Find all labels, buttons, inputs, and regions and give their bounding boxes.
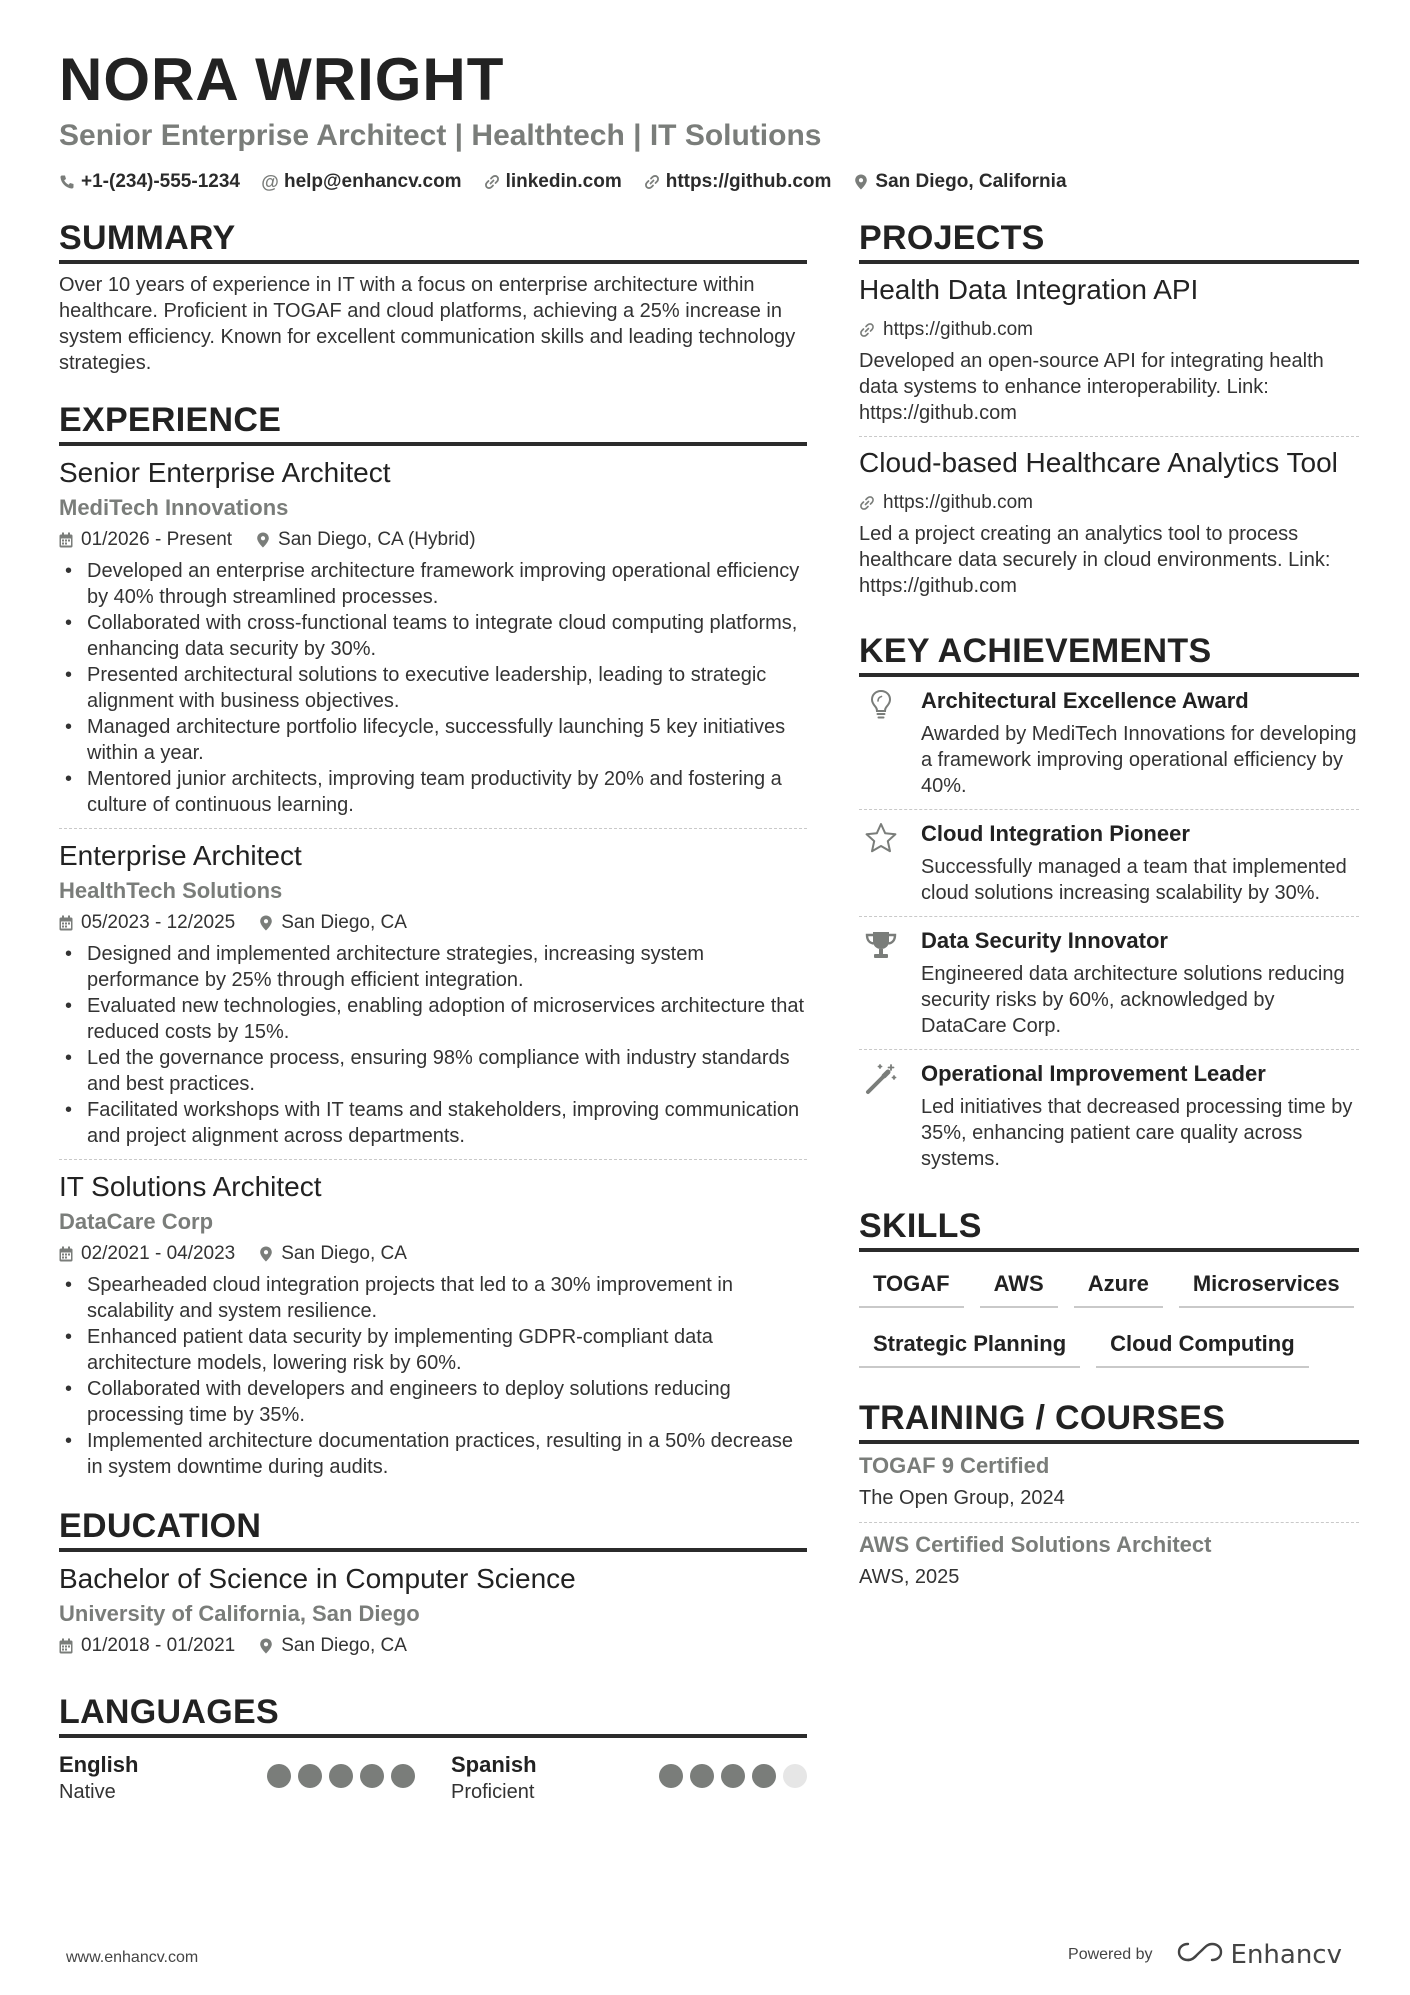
footer-brand bbox=[1068, 1940, 1342, 1970]
skills-list bbox=[859, 1266, 1359, 1368]
divider bbox=[59, 828, 807, 829]
left-column bbox=[59, 218, 807, 1830]
resume-page bbox=[59, 0, 1359, 1995]
job-dates-text: 05/2023 - 12/2025 bbox=[81, 912, 236, 933]
job-location-text: San Diego, CA bbox=[281, 912, 407, 933]
contact-linkedin[interactable] bbox=[484, 170, 622, 194]
job-bullet: • Managed architecture portfolio lifecycle, successfully launching 5 key initiatives within a year. bbox=[59, 714, 807, 766]
contact-bar bbox=[59, 170, 1067, 194]
job-bullets bbox=[59, 558, 807, 826]
achievement-description: Engineered data architecture solutions reducing security risks by 60%, acknowledged by DataCare Corp. bbox=[921, 963, 1345, 1037]
training-title: TRAINING / COURSES bbox=[859, 1398, 1359, 1444]
divider bbox=[59, 1159, 807, 1160]
job-location-text: San Diego, CA (Hybrid) bbox=[278, 529, 476, 550]
star-icon bbox=[859, 820, 903, 906]
job-bullets bbox=[59, 1272, 807, 1488]
job-bullet: • Collaborated with cross-functional teams to integrate cloud computing platforms, enhancing data security by 30%. bbox=[59, 610, 807, 662]
job-company: DataCare Corp bbox=[59, 1209, 214, 1234]
rating-dot-filled bbox=[659, 1764, 683, 1788]
rating-dot-filled bbox=[267, 1764, 291, 1788]
rating-dot-empty bbox=[783, 1764, 807, 1788]
location-pin-icon bbox=[259, 915, 273, 931]
contact-email[interactable] bbox=[262, 170, 462, 194]
job-bullet: • Enhanced patient data security by implementing GDPR-compliant data architecture models, lowering risk by 60%. bbox=[59, 1324, 807, 1376]
job-entry bbox=[59, 456, 807, 829]
enhancv-logo[interactable] bbox=[1177, 1940, 1342, 1970]
link-icon bbox=[859, 322, 875, 338]
link-icon bbox=[644, 174, 660, 190]
job-bullet: • Implemented architecture documentation practices, resulting in a 50% decrease in system downtime during audits. bbox=[59, 1428, 807, 1480]
job-bullet: • Presented architectural solutions to executive leadership, leading to strategic alignment with business objectives. bbox=[59, 662, 807, 714]
rating-dot-filled bbox=[391, 1764, 415, 1788]
course-provider: The Open Group, 2024 bbox=[859, 1487, 1065, 1509]
training-section bbox=[859, 1398, 1359, 1599]
contact-github-text: https://github.com bbox=[665, 171, 832, 192]
contact-github[interactable] bbox=[644, 170, 832, 194]
skill-tag: Azure bbox=[1074, 1266, 1163, 1308]
job-role: Enterprise Architect bbox=[59, 840, 302, 871]
course-provider: AWS, 2025 bbox=[859, 1566, 960, 1588]
language-level: Native bbox=[59, 1781, 116, 1803]
education-dates bbox=[59, 1634, 235, 1658]
job-bullet: • Led the governance process, ensuring 98% compliance with industry standards and best practices. bbox=[59, 1045, 807, 1097]
rating-dot-filled bbox=[752, 1764, 776, 1788]
job-company: MediTech Innovations bbox=[59, 495, 289, 520]
language-level: Proficient bbox=[451, 1781, 535, 1803]
job-location bbox=[259, 911, 407, 935]
course-title: TOGAF 9 Certified bbox=[859, 1453, 1050, 1478]
divider bbox=[859, 436, 1359, 437]
projects-title: PROJECTS bbox=[859, 218, 1359, 264]
link-icon bbox=[859, 495, 875, 511]
job-entry bbox=[59, 1170, 807, 1488]
skill-tag: AWS bbox=[980, 1266, 1058, 1308]
language-name: English bbox=[59, 1752, 139, 1777]
language-item bbox=[451, 1752, 807, 1806]
at-icon: @ bbox=[261, 172, 279, 192]
education-degree: Bachelor of Science in Computer Science bbox=[59, 1563, 576, 1594]
project-title: Cloud-based Healthcare Analytics Tool bbox=[859, 447, 1338, 478]
job-location bbox=[256, 528, 475, 552]
contact-email-text: help@enhancv.com bbox=[283, 171, 462, 192]
education-title: EDUCATION bbox=[59, 1506, 807, 1552]
skill-tag: TOGAF bbox=[859, 1266, 964, 1308]
calendar-icon bbox=[59, 532, 73, 548]
location-pin-icon bbox=[853, 174, 869, 190]
projects-section bbox=[859, 218, 1359, 607]
job-bullet: • Evaluated new technologies, enabling adoption of microservices architecture that reduced costs by 15%. bbox=[59, 993, 807, 1045]
languages-list bbox=[59, 1752, 807, 1806]
skills-title: SKILLS bbox=[859, 1206, 1359, 1252]
experience-title: EXPERIENCE bbox=[59, 400, 807, 446]
job-dates-text: 01/2026 - Present bbox=[81, 529, 233, 550]
achievements-title: KEY ACHIEVEMENTS bbox=[859, 631, 1359, 677]
job-role: IT Solutions Architect bbox=[59, 1171, 322, 1202]
achievement-description: Led initiatives that decreased processing time by 35%, enhancing patient care quality across systems. bbox=[921, 1096, 1353, 1170]
project-item bbox=[859, 445, 1359, 607]
job-bullet: • Spearheaded cloud integration projects that led to a 30% improvement in scalability and system resilience. bbox=[59, 1272, 807, 1324]
link-icon bbox=[484, 174, 500, 190]
skill-tag: Strategic Planning bbox=[859, 1326, 1080, 1368]
enhancv-logo-icon bbox=[1177, 1940, 1223, 1970]
contact-phone-text: +1-(234)-555-1234 bbox=[81, 171, 240, 192]
project-item bbox=[859, 272, 1359, 437]
job-company: HealthTech Solutions bbox=[59, 878, 283, 903]
achievement-description: Successfully managed a team that implemented cloud solutions increasing scalability by 30%. bbox=[921, 856, 1347, 904]
summary-title: SUMMARY bbox=[59, 218, 807, 264]
calendar-icon bbox=[59, 1246, 73, 1262]
language-name: Spanish bbox=[451, 1752, 537, 1777]
job-bullet: • Developed an enterprise architecture framework improving operational efficiency by 40% through streamlined processes. bbox=[59, 558, 807, 610]
location-pin-icon bbox=[256, 532, 270, 548]
summary-section bbox=[59, 218, 807, 376]
magic-wand-icon bbox=[859, 1060, 903, 1172]
job-location bbox=[259, 1242, 407, 1266]
languages-section bbox=[59, 1692, 807, 1806]
rating-dot-filled bbox=[298, 1764, 322, 1788]
project-link-text: https://github.com bbox=[883, 319, 1033, 340]
course-title: AWS Certified Solutions Architect bbox=[859, 1532, 1212, 1557]
powered-by-label: Powered by bbox=[1068, 1946, 1153, 1963]
achievement-title: Cloud Integration Pioneer bbox=[921, 821, 1190, 846]
job-dates bbox=[59, 1242, 235, 1266]
skill-tag: Cloud Computing bbox=[1096, 1326, 1309, 1368]
education-section bbox=[59, 1506, 807, 1658]
location-pin-icon bbox=[259, 1246, 273, 1262]
project-description: Led a project creating an analytics tool to process healthcare data securely in cloud environments. Link: https://github.com bbox=[859, 523, 1331, 597]
language-item bbox=[59, 1752, 415, 1806]
contact-location bbox=[853, 170, 1066, 194]
achievement-item bbox=[859, 677, 1359, 807]
project-link[interactable] bbox=[859, 491, 1359, 515]
calendar-icon bbox=[59, 915, 73, 931]
job-dates bbox=[59, 911, 235, 935]
job-location-text: San Diego, CA bbox=[281, 1243, 407, 1264]
trophy-icon bbox=[859, 927, 903, 1039]
education-location bbox=[259, 1634, 407, 1658]
job-dates-text: 02/2021 - 04/2023 bbox=[81, 1243, 236, 1264]
achievement-title: Operational Improvement Leader bbox=[921, 1061, 1266, 1086]
job-bullet: • Designed and implemented architecture strategies, increasing system performance by 25% through efficient integration. bbox=[59, 941, 807, 993]
right-column bbox=[859, 218, 1359, 1623]
calendar-icon bbox=[59, 1638, 73, 1654]
language-rating bbox=[659, 1764, 807, 1788]
language-rating bbox=[267, 1764, 415, 1788]
job-meta bbox=[59, 1242, 807, 1266]
education-dates-text: 01/2018 - 01/2021 bbox=[81, 1635, 236, 1656]
contact-linkedin-text: linkedin.com bbox=[505, 171, 622, 192]
achievement-item bbox=[859, 917, 1359, 1047]
skill-tag: Microservices bbox=[1179, 1266, 1354, 1308]
course-item bbox=[859, 1523, 1359, 1599]
education-location-text: San Diego, CA bbox=[281, 1635, 407, 1656]
job-dates bbox=[59, 528, 232, 552]
rating-dot-filled bbox=[329, 1764, 353, 1788]
rating-dot-filled bbox=[690, 1764, 714, 1788]
project-link-text: https://github.com bbox=[883, 492, 1033, 513]
enhancv-logo-text: Enhancv bbox=[1230, 1940, 1342, 1970]
skills-section bbox=[859, 1206, 1359, 1368]
achievement-description: Awarded by MediTech Innovations for developing a framework improving operational efficiency by 40%. bbox=[921, 723, 1357, 797]
achievements-section bbox=[859, 631, 1359, 1180]
contact-location-text: San Diego, California bbox=[875, 171, 1067, 192]
education-school: University of California, San Diego bbox=[59, 1601, 420, 1626]
job-role: Senior Enterprise Architect bbox=[59, 457, 391, 488]
project-description: Developed an open-source API for integrating health data systems to enhance interoperability. Link: https://github.com bbox=[859, 350, 1324, 424]
experience-section bbox=[59, 400, 807, 1488]
job-bullet: • Facilitated workshops with IT teams and stakeholders, improving communication and project alignment across departments. bbox=[59, 1097, 807, 1149]
job-entry bbox=[59, 839, 807, 1160]
education-meta bbox=[59, 1634, 807, 1658]
candidate-name: NORA WRIGHT bbox=[59, 46, 505, 113]
achievement-item bbox=[859, 1050, 1359, 1180]
lightbulb-icon bbox=[859, 687, 903, 799]
project-link[interactable] bbox=[859, 318, 1359, 342]
contact-phone[interactable] bbox=[59, 170, 240, 194]
footer-website[interactable]: www.enhancv.com bbox=[66, 1949, 199, 1966]
job-bullet: • Collaborated with developers and engineers to deploy solutions reducing processing time by 35%. bbox=[59, 1376, 807, 1428]
achievement-title: Data Security Innovator bbox=[921, 928, 1168, 953]
project-title: Health Data Integration API bbox=[859, 274, 1199, 305]
job-meta bbox=[59, 528, 807, 552]
phone-icon bbox=[59, 174, 75, 190]
location-pin-icon bbox=[259, 1638, 273, 1654]
summary-text: Over 10 years of experience in IT with a focus on enterprise architecture within healthcare. Proficient in TOGAF and cloud platforms, achieving a 25% increase in system efficiency. Known for excellent communication skills and leading technology strategies. bbox=[59, 274, 796, 374]
headline: Senior Enterprise Architect | Healthtech | IT Solutions bbox=[59, 119, 822, 152]
job-bullet: • Mentored junior architects, improving team productivity by 20% and fostering a culture of continuous learning. bbox=[59, 766, 807, 818]
achievement-title: Architectural Excellence Award bbox=[921, 688, 1249, 713]
achievement-item bbox=[859, 810, 1359, 914]
rating-dot-filled bbox=[360, 1764, 384, 1788]
job-meta bbox=[59, 911, 807, 935]
languages-title: LANGUAGES bbox=[59, 1692, 807, 1738]
job-bullets bbox=[59, 941, 807, 1157]
course-item bbox=[859, 1444, 1359, 1520]
rating-dot-filled bbox=[721, 1764, 745, 1788]
